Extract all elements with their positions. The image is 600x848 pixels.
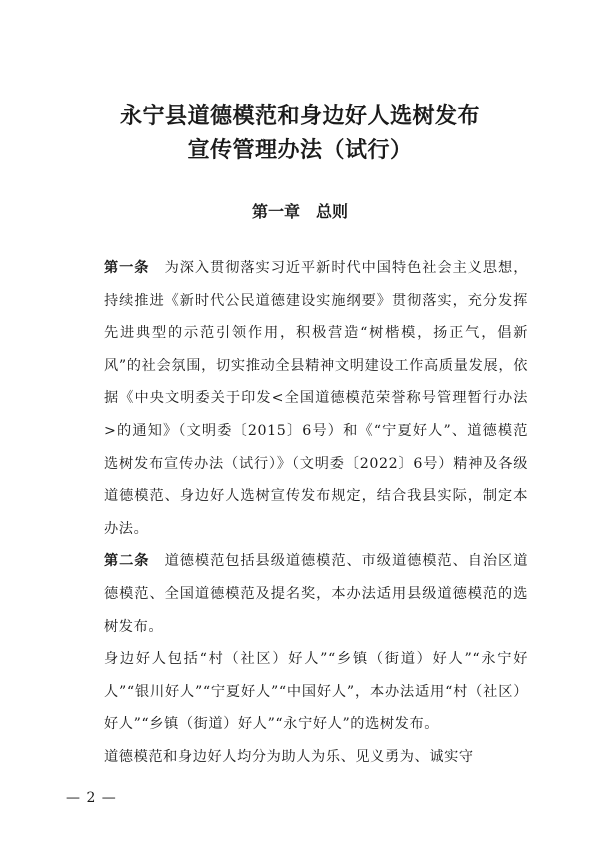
article-1-label: 第一条 bbox=[104, 260, 150, 276]
article-2 bbox=[104, 545, 528, 643]
article-1 bbox=[104, 252, 528, 545]
document-body bbox=[104, 252, 528, 774]
document-title-line-2: 宣传管理办法（试行） bbox=[187, 137, 413, 163]
page-number: — 2 — bbox=[66, 790, 117, 806]
article-1-text: 为深入贯彻落实习近平新时代中国特色社会主义思想，持续推进《新时代公民道德建设实施纲要》贯彻落实，充分发挥先进典型的示范引领作用，积极营造“树楷模，扬正气，倡新风”的社会氛围，切实推动全县精神文明建设工作高质量发展，依据《中央文明委关于印发<全国道德模范荣誉称号管理暂行办法>的通知》（文明委〔2015〕6号）和《“宁夏好人”、道德模范选树发布宣传办法（试行）》（文明委〔2022〕6号）精神及各级道德模范、身边好人选树宣传发布规定，结合我县实际，制定本办法。 bbox=[104, 260, 528, 537]
paragraph-categories: 道德模范和身边好人均分为助人为乐、见义勇为、诚实守 bbox=[104, 748, 474, 765]
article-2-label: 第二条 bbox=[104, 553, 150, 570]
chapter-heading: 第一章 总则 bbox=[251, 202, 348, 221]
document-title-line-1: 永宁县道德模范和身边好人选树发布 bbox=[119, 103, 480, 129]
article-2-text: 道德模范包括县级道德模范、市级道德模范、自治区道德模范、全国道德模范及提名奖，本办法适用县级道德模范的选树发布。 bbox=[104, 553, 528, 635]
paragraph-good-people: 身边好人包括“村（社区）好人”“乡镇（街道）好人”“永宁好人”“银川好人”“宁夏好人”“中国好人”，本办法适用“村（社区）好人”“乡镇（街道）好人”“永宁好人”的选树发布。 bbox=[104, 651, 528, 733]
